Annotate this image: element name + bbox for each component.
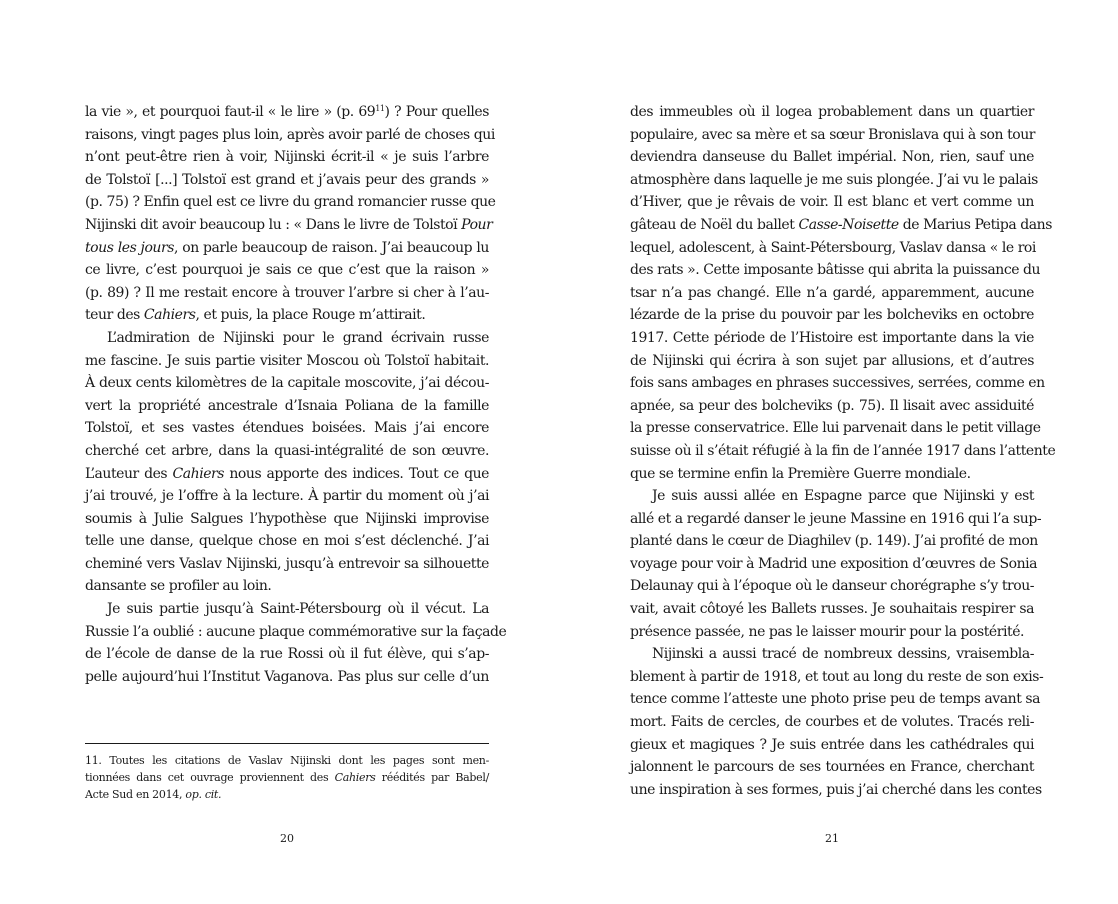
page-number: 21: [825, 832, 839, 845]
text-line: cherché cet arbre, dans la quasi-intégralité de son œuvre.: [85, 442, 489, 459]
text-line: (p. 89) ? Il me restait encore à trouver l’arbre si cher à l’au-: [85, 284, 489, 301]
text-line: la presse conservatrice. Elle lui parvenait dans le petit village: [630, 420, 1041, 437]
text-line: mort. Faits de cercles, de courbes et de volutes. Tracés reli-: [630, 714, 1034, 731]
text-line: me fascine. Je suis partie visiter Moscou où Tolstoï habitait.: [85, 352, 489, 369]
footnote: [85, 752, 489, 803]
text-line: la vie », et pourquoi faut-il « le lire » (p. $69^{11}$) ? Pour quelles: [85, 104, 489, 120]
text-line: Russie l’a oublié : aucune plaque commémorative sur la façade: [85, 623, 507, 640]
text-line: fois sans ambages en phrases successives, serrées, comme en: [630, 375, 1045, 392]
text-line: que se termine enfin la Première Guerre mondiale.: [630, 465, 971, 482]
text-line: une inspiration à ses formes, puis j’ai cherché dans les contes: [630, 781, 1042, 798]
text-line: L’admiration de Nijinski pour le grand écrivain russe: [107, 329, 489, 346]
text-line: allé et a regardé danser le jeune Massine en 1916 qui l’a sup-: [630, 510, 1042, 527]
text-line: Nijinski dit avoir beaucoup lu : « Dans le livre de Tolstoï Pour: [85, 216, 493, 233]
text-line: teur des Cahiers, et puis, la place Rouge m’attirait.: [85, 307, 426, 324]
text-line: voyage pour voir à Madrid une exposition d’œuvres de Sonia: [630, 555, 1038, 572]
left-page: [85, 0, 507, 904]
text-line: vait, avait côtoyé les Ballets russes. Je souhaitais respirer sa: [630, 601, 1034, 618]
text-line: jalonnent le parcours de ses tournées en France, cherchant: [630, 759, 1034, 776]
text-line: gieux et magiques ? Je suis entrée dans les cathédrales qui: [630, 736, 1034, 753]
text-line: j’ai trouvé, je l’offre à la lecture. À partir du moment où j’ai: [85, 488, 489, 505]
footnote-line: 11. Toutes les citations de Vaslav Nijinski dont les pages sont men-: [85, 754, 489, 767]
text-line: dansante se profiler au loin.: [85, 578, 272, 595]
text-line: cheminé vers Vaslav Nijinski, jusqu’à entrevoir sa silhouette: [85, 555, 489, 572]
text-line: L’auteur des Cahiers nous apporte des indices. Tout ce que: [85, 465, 490, 482]
text-line: tous les jours, on parle beaucoup de raison. J’ai beaucoup lu: [85, 239, 489, 256]
text-line: des immeubles où il logea probablement dans un quartier: [630, 104, 1034, 120]
footnote-divider: [85, 743, 489, 744]
text-line: de Nijinski qui écrira à son sujet par allusions, et d’autres: [630, 352, 1034, 369]
footnote-line: Acte Sud en 2014, op. cit.: [85, 788, 222, 801]
text-line: lequel, adolescent, à Saint-Pétersbourg, Vaslav dansa « le roi: [630, 239, 1036, 256]
text-line: suisse où il s’était réfugié à la fin de l’année 1917 dans l’attente: [630, 442, 1056, 459]
text-line: atmosphère dans laquelle je me suis plongée. J’ai vu le palais: [630, 171, 1038, 188]
text-line: Delaunay qui à l’époque où le danseur chorégraphe s’y trou-: [630, 578, 1035, 595]
text-line: ce livre, c’est pourquoi je sais ce que c’est que la raison »: [85, 262, 489, 279]
text-line: raisons, vingt pages plus loin, après avoir parlé de choses qui: [85, 126, 495, 143]
right-page: [630, 0, 1056, 904]
text-line: (p. 75) ? Enfin quel est ce livre du grand romancier russe que: [85, 194, 496, 211]
footnote-line: tionnées dans cet ouvrage proviennent des Cahiers réédités par Babel/: [85, 771, 489, 784]
text-line: Je suis aussi allée en Espagne parce que Nijinski y est: [652, 488, 1034, 505]
text-line: d’Hiver, que je rêvais de voir. Il est blanc et vert comme un: [630, 194, 1034, 211]
page-number: 20: [280, 832, 294, 845]
text-line: gâteau de Noël du ballet Casse-Noisette de Marius Petipa dans: [630, 216, 1052, 233]
text-line: À deux cents kilomètres de la capitale moscovite, j’ai décou-: [85, 375, 489, 392]
text-line: tence comme l’atteste une photo prise peu de temps avant sa: [630, 691, 1041, 708]
text-line: planté dans le cœur de Diaghilev (p. 149). J’ai profité de mon: [630, 533, 1038, 550]
text-line: soumis à Julie Salgues l’hypothèse que Nijinski improvise: [85, 510, 489, 527]
text-line: de l’école de danse de la rue Rossi où il fut élève, qui s’ap-: [85, 646, 489, 663]
text-line: 1917. Cette période de l’Histoire est importante dans la vie: [630, 329, 1034, 346]
text-line: pelle aujourd’hui l’Institut Vaganova. Pas plus sur celle d’un: [85, 668, 489, 685]
text-line: populaire, avec sa mère et sa sœur Bronislava qui à son tour: [630, 126, 1036, 143]
text-line: telle une danse, quelque chose en moi s’est déclenché. J’ai: [85, 533, 489, 550]
text-line: de Tolstoï [...] Tolstoï est grand et j’avais peur des grands »: [85, 171, 489, 188]
text-line: n’ont peut-être rien à voir, Nijinski écrit-il « je suis l’arbre: [85, 149, 489, 166]
right-page-text: [630, 101, 1056, 801]
text-line: apnée, sa peur des bolcheviks (p. 75). Il lisait avec assiduité: [630, 397, 1034, 414]
text-line: Je suis partie jusqu’à Saint-Pétersbourg où il vécut. La: [107, 601, 489, 618]
text-line: blement à partir de 1918, et tout au long du reste de son exis-: [630, 668, 1044, 685]
text-line: tsar n’a pas changé. Elle n’a gardé, apparemment, aucune: [630, 284, 1034, 301]
footnote-reference[interactable]: 11: [375, 104, 385, 113]
text-line: présence passée, ne pas le laisser mourir pour la postérité.: [630, 623, 1025, 640]
text-line: deviendra danseuse du Ballet impérial. Non, rien, sauf une: [630, 149, 1034, 166]
text-line: des rats ». Cette imposante bâtisse qui abrita la puissance du: [630, 262, 1041, 279]
text-line: lézarde de la prise du pouvoir par les bolcheviks en octobre: [630, 307, 1034, 324]
text-line: Nijinski a aussi tracé de nombreux dessins, vraisembla-: [652, 646, 1034, 663]
text-line: vert la propriété ancestrale d’Isnaia Poliana de la famille: [85, 397, 489, 414]
left-page-text: [85, 101, 507, 688]
text-line: Tolstoï, et ses vastes étendues boisées. Mais j’ai encore: [85, 420, 489, 437]
